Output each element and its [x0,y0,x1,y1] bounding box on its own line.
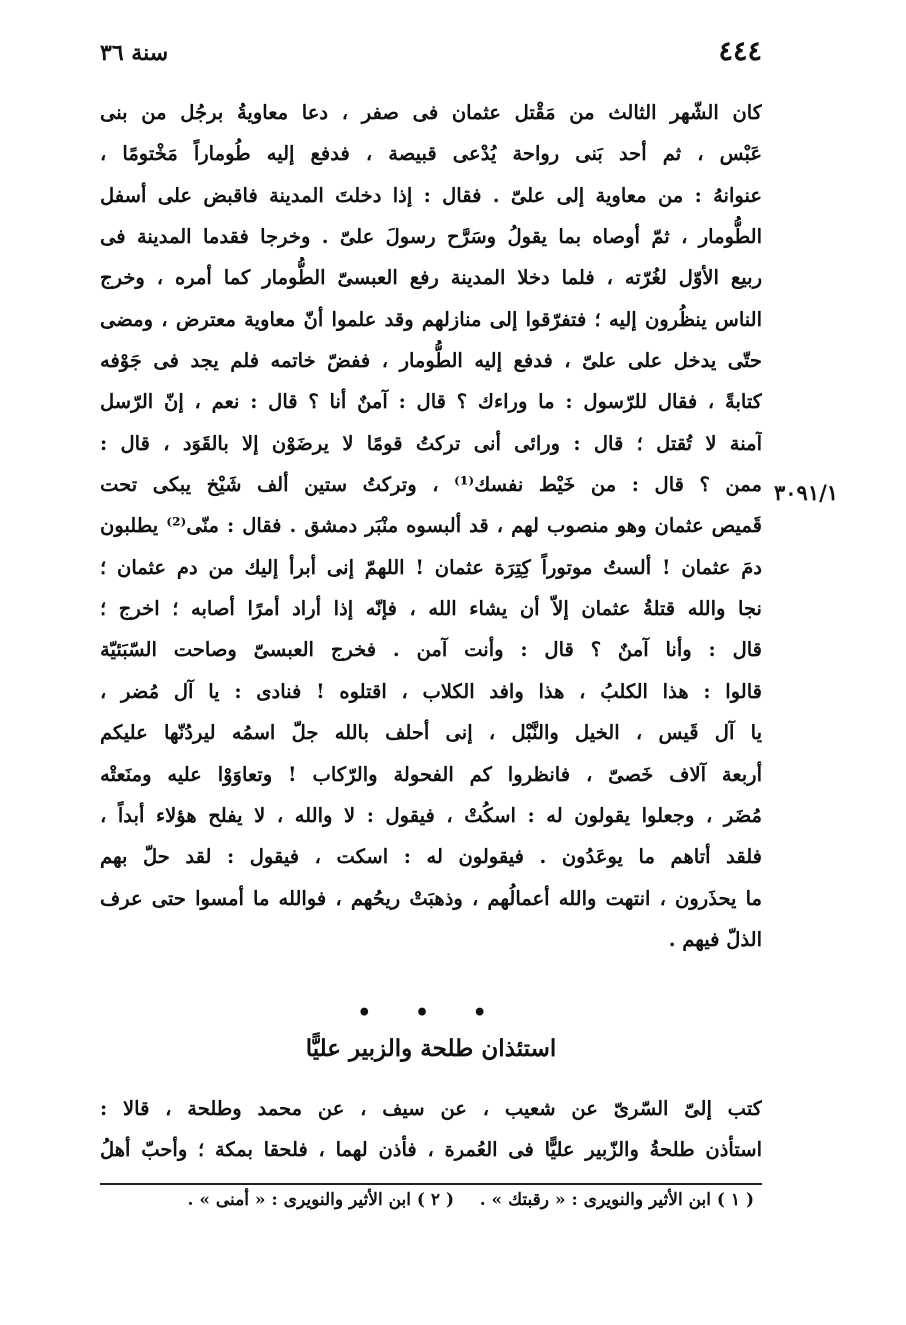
text-line: آمنة لا تُقتل ؛ قال : ورائى أنى تركتُ قومًا لا يرضَوْن إلا بالقَوَد ، قال : [100,431,762,455]
text-line: كتابةً ، فقال للرّسول : ما وراءك ؟ قال : آمنٌ أنا ؟ قال : نعم ، إنّ الرّسل [100,390,762,414]
text-line: فلقد أتاهم ما يوعَدُون . فيقولون له : اسكت ، فيقول : لقد حلّ بهم [100,845,762,869]
text-line: قال : وأنا آمنٌ ؟ قال : وأنت آمن . فخرج العبسىّ وصاحت السّبَئيّة [100,638,762,662]
text-line: يا آل قَيس ، الخيل والنَّبْل ، إنى أحلف بالله جلّ اسمُه ليردُنّها عليكم [100,721,762,745]
page-header [100,36,762,76]
text-line: ممن ؟ قال : من خَيْط نفسك⁽¹⁾ ، وتركتُ ستين ألف شَيْخ يبكى تحت [100,473,762,497]
margin-reference-number: ٣٠٩١/١ [774,480,839,505]
text-line: الناس ينظُرون إليه ؛ فتفرّقوا إلى منازلهم وقد علموا أنّ معاوية معترض ، ومضى [100,307,762,331]
main-paragraph [100,92,762,960]
text-line: قالوا : هذا الكلبُ ، هذا وافد الكلاب ، اقتلوه ! فنادى : يا آل مُضر ، [100,679,762,703]
section-separator: • • • [357,1000,505,1026]
text-line: حتّى يدخل على علىّ ، فدفع إليه الطُّومار ، ففضّ خاتمه فلم يجد فى جَوْفه [100,349,762,373]
footnote-1: ( ١ ) ابن الأثير والنويرى : « رقبتك » . [479,1190,754,1210]
text-line: كتب إلىّ السّرىّ عن شعيب ، عن سيف ، عن محمد وطلحة ، قالا : [100,1097,762,1120]
text-line: استأذن طلحةُ والزّبير عليًّا فى العُمرة ، فأذن لهما ، فلحقا بمكة ؛ وأحبّ أهلُ [100,1138,762,1161]
text-line: نجا والله قتلةُ عثمان إلاّ أن يشاء الله ، فإنّه إذا أراد أمرًا أصابه ؛ اخرج ؛ [100,597,762,621]
text-line: دمَ عثمان ! ألستُ موتوراً كِتِرَة عثمان ! اللهمّ إنى أبرأ إليك من دم عثمان ؛ [100,555,762,579]
text-line: ما يحذَرون ، انتهت والله أعمالُهم ، وذهبَتْ ريحُهم ، فوالله ما أمسوا حتى عرف [100,886,762,910]
text-line: الطُّومار ، ثمّ أوصاه بما يقولُ وسَرَّح رسولَ علىّ . وخرجا فقدما المدينة فى [100,225,762,249]
text-line: عَبْس ، ثم أحد بَنى رواحة يُدْعى قبيصة ، فدفع إليه طُوماراً مَخْتومًا ، [100,142,762,166]
text-line: كان الشّهر الثالث من مَقْتل عثمان فى صفر ، دعا معاويةُ برجُل من بنى [100,101,762,124]
section-title: استئذان طلحة والزبير عليًّا [305,1035,557,1062]
text-line: ربيع الأوّل لغُرّته ، فلما دخلا المدينة رفع العبسىّ الطُّومار كما أمره ، وخرج [100,266,762,290]
text-line: أربعة آلاف خَصىّ ، فانظروا كم الفحولة والرّكاب ! وتعاوَوْا عليه ومنَعتْه [100,762,762,786]
running-head-year: سنة ٣٦ [100,40,169,66]
text-line: قَميص عثمان وهو منصوب لهم ، قد ألبسوه منْبَر دمشق . فقال : منّى⁽²⁾ يطلبون [100,514,762,538]
text-line: مُضَر ، وجعلوا يقولون له : اسكُتْ ، فيقول : لا والله ، لا يفلح هؤلاء أبداً ، [100,803,762,827]
text-line: عنوانهُ : من معاوية إلى علىّ . فقال : إذا دخلتَ المدينة فاقبض على أسفل [100,183,762,207]
page-number: ٤٤٤ [718,36,762,67]
footnotes [100,1190,762,1224]
footnote-divider [100,1183,762,1185]
text-line: الذلّ فيهم . [668,927,762,951]
section-paragraph [100,1088,762,1170]
footnote-2: ( ٢ ) ابن الأثير والنويرى : « أمنى » . [187,1190,454,1210]
